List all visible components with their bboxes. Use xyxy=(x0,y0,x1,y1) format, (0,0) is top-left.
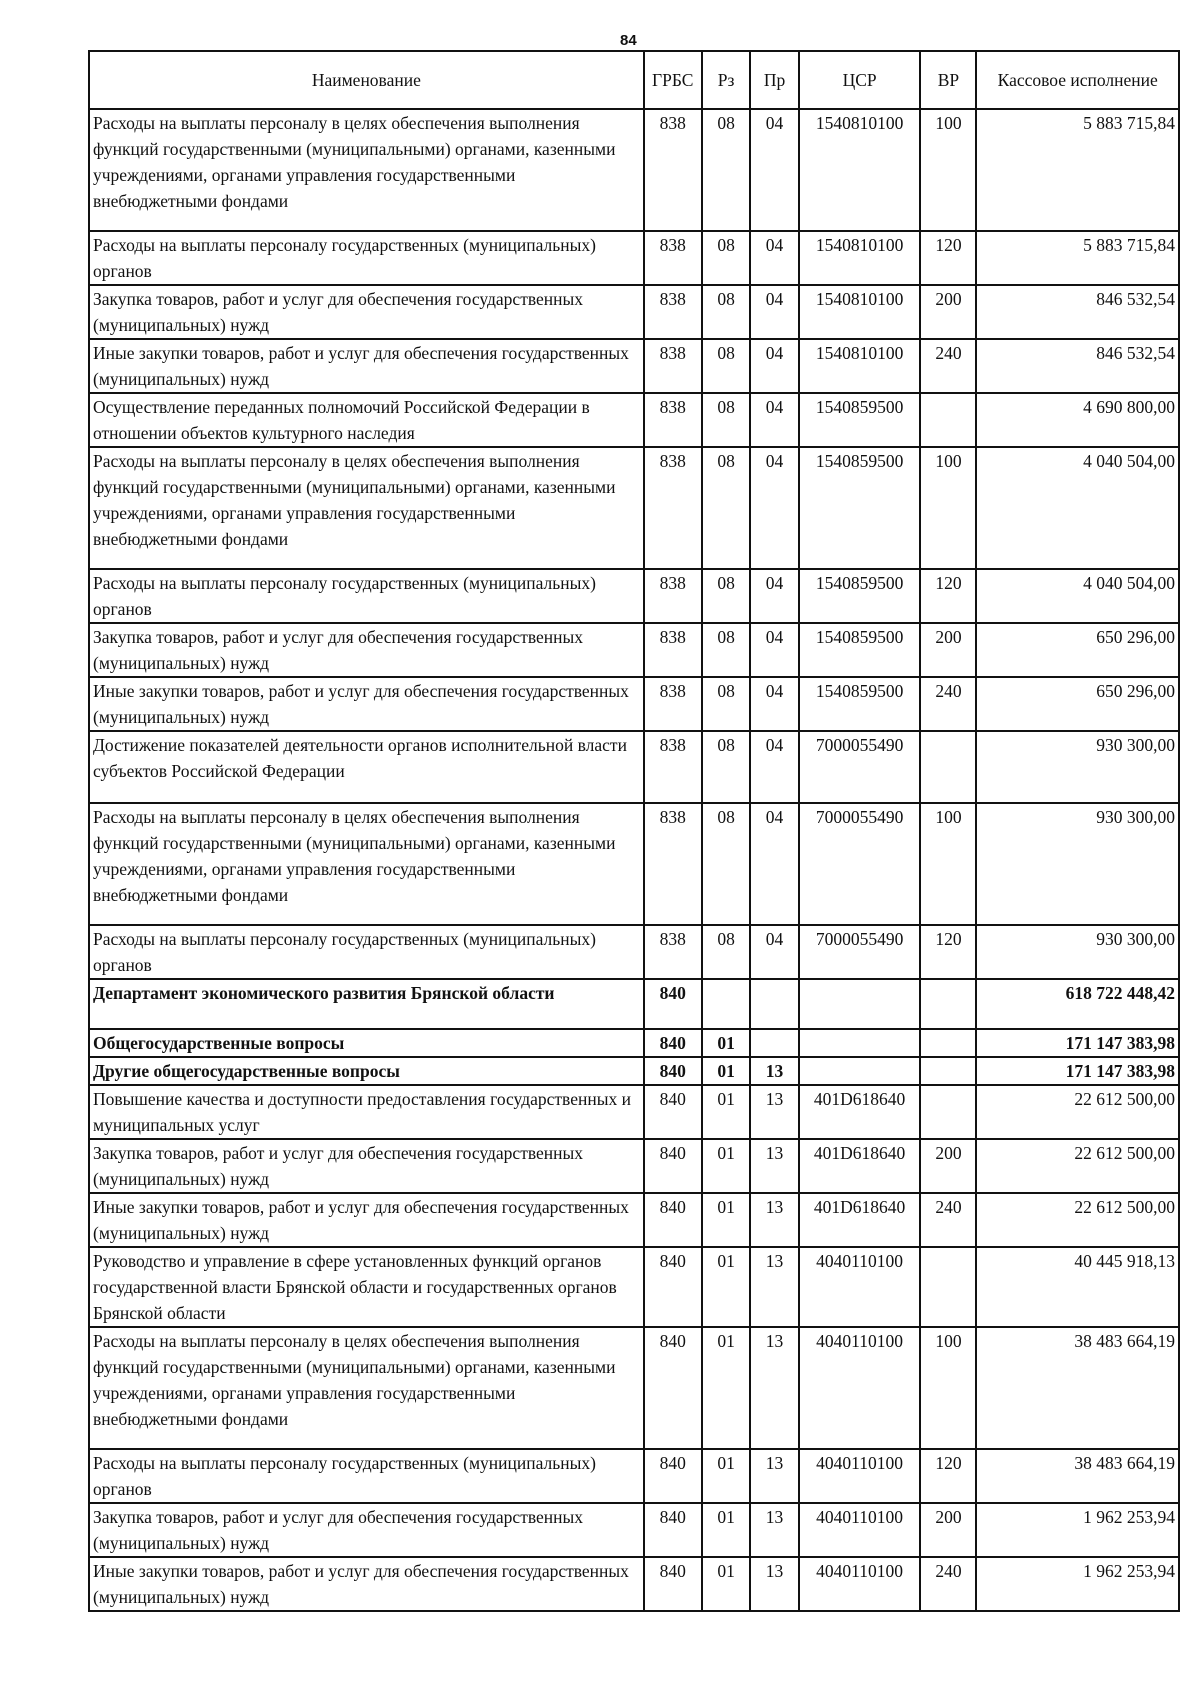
table-row xyxy=(89,925,1179,979)
row-sum: 930 300,00 xyxy=(976,731,1179,803)
row-vr xyxy=(920,1085,976,1139)
row-vr: 240 xyxy=(920,677,976,731)
row-sum: 22 612 500,00 xyxy=(976,1193,1179,1247)
row-csr: 4040110100 xyxy=(799,1247,921,1327)
row-grbs: 838 xyxy=(644,569,702,623)
header-vr: ВР xyxy=(920,51,976,109)
row-rz: 08 xyxy=(702,925,750,979)
row-sum: 930 300,00 xyxy=(976,803,1179,925)
row-sum: 5 883 715,84 xyxy=(976,231,1179,285)
row-csr xyxy=(799,1057,921,1085)
row-grbs: 840 xyxy=(644,1327,702,1449)
row-pr: 04 xyxy=(750,803,798,925)
row-grbs: 838 xyxy=(644,393,702,447)
row-rz: 01 xyxy=(702,1139,750,1193)
row-grbs: 840 xyxy=(644,1449,702,1503)
row-grbs: 838 xyxy=(644,731,702,803)
row-pr: 13 xyxy=(750,1449,798,1503)
row-sum: 38 483 664,19 xyxy=(976,1449,1179,1503)
row-rz: 01 xyxy=(702,1085,750,1139)
row-rz: 08 xyxy=(702,231,750,285)
table-row xyxy=(89,1449,1179,1503)
row-csr: 4040110100 xyxy=(799,1449,921,1503)
row-sum: 1 962 253,94 xyxy=(976,1557,1179,1611)
table-row xyxy=(89,569,1179,623)
row-rz: 01 xyxy=(702,1557,750,1611)
row-sum: 4 690 800,00 xyxy=(976,393,1179,447)
row-vr: 120 xyxy=(920,925,976,979)
row-pr: 04 xyxy=(750,285,798,339)
table-row xyxy=(89,1503,1179,1557)
row-vr xyxy=(920,1247,976,1327)
row-vr: 100 xyxy=(920,447,976,569)
row-name: Расходы на выплаты персоналу в целях обеспечения выполнения функций государственными (муниципальными) органами, казенными учреждениями, органами управления государственными внебюджетными фондами xyxy=(89,803,644,925)
table-row xyxy=(89,285,1179,339)
row-pr: 04 xyxy=(750,231,798,285)
row-name: Расходы на выплаты персоналу государственных (муниципальных) органов xyxy=(89,925,644,979)
header-name: Наименование xyxy=(89,51,644,109)
table-row xyxy=(89,339,1179,393)
row-pr xyxy=(750,979,798,1029)
row-rz: 01 xyxy=(702,1057,750,1085)
row-pr: 04 xyxy=(750,677,798,731)
row-sum: 5 883 715,84 xyxy=(976,109,1179,231)
row-name: Расходы на выплаты персоналу в целях обеспечения выполнения функций государственными (муниципальными) органами, казенными учреждениями, органами управления государственными внебюджетными фондами xyxy=(89,1327,644,1449)
table-row xyxy=(89,1139,1179,1193)
row-grbs: 840 xyxy=(644,1247,702,1327)
row-vr xyxy=(920,393,976,447)
row-vr: 100 xyxy=(920,109,976,231)
row-grbs: 838 xyxy=(644,925,702,979)
row-name: Департамент экономического развития Брянской области xyxy=(89,979,644,1029)
row-name: Расходы на выплаты персоналу в целях обеспечения выполнения функций государственными (муниципальными) органами, казенными учреждениями, органами управления государственными внебюджетными фондами xyxy=(89,447,644,569)
row-grbs: 840 xyxy=(644,1193,702,1247)
row-sum: 650 296,00 xyxy=(976,677,1179,731)
row-pr: 04 xyxy=(750,109,798,231)
row-rz: 08 xyxy=(702,109,750,231)
row-csr: 1540859500 xyxy=(799,393,921,447)
header-grbs: ГРБС xyxy=(644,51,702,109)
row-csr: 1540859500 xyxy=(799,447,921,569)
row-sum: 1 962 253,94 xyxy=(976,1503,1179,1557)
row-rz: 08 xyxy=(702,677,750,731)
row-rz: 08 xyxy=(702,447,750,569)
row-sum: 650 296,00 xyxy=(976,623,1179,677)
row-sum: 930 300,00 xyxy=(976,925,1179,979)
table-row xyxy=(89,677,1179,731)
row-vr xyxy=(920,1029,976,1057)
budget-body xyxy=(89,109,1179,1611)
row-sum: 22 612 500,00 xyxy=(976,1139,1179,1193)
table-row xyxy=(89,1029,1179,1057)
row-vr: 200 xyxy=(920,1139,976,1193)
row-vr: 200 xyxy=(920,623,976,677)
row-name: Иные закупки товаров, работ и услуг для обеспечения государственных (муниципальных) нужд xyxy=(89,1557,644,1611)
row-pr: 13 xyxy=(750,1139,798,1193)
table-row xyxy=(89,623,1179,677)
row-vr: 240 xyxy=(920,1193,976,1247)
row-vr: 240 xyxy=(920,1557,976,1611)
row-csr: 7000055490 xyxy=(799,925,921,979)
row-pr: 04 xyxy=(750,623,798,677)
row-rz: 01 xyxy=(702,1247,750,1327)
row-csr: 7000055490 xyxy=(799,731,921,803)
row-vr: 200 xyxy=(920,1503,976,1557)
row-grbs: 838 xyxy=(644,285,702,339)
row-grbs: 838 xyxy=(644,231,702,285)
row-pr: 04 xyxy=(750,339,798,393)
row-vr: 120 xyxy=(920,1449,976,1503)
row-csr: 1540810100 xyxy=(799,109,921,231)
row-sum: 171 147 383,98 xyxy=(976,1029,1179,1057)
row-rz: 08 xyxy=(702,285,750,339)
row-sum: 22 612 500,00 xyxy=(976,1085,1179,1139)
row-grbs: 838 xyxy=(644,623,702,677)
row-name: Другие общегосударственные вопросы xyxy=(89,1057,644,1085)
row-pr: 13 xyxy=(750,1193,798,1247)
row-csr: 7000055490 xyxy=(799,803,921,925)
row-grbs: 840 xyxy=(644,1139,702,1193)
row-grbs: 840 xyxy=(644,1029,702,1057)
row-csr: 1540810100 xyxy=(799,231,921,285)
row-name: Иные закупки товаров, работ и услуг для обеспечения государственных (муниципальных) нужд xyxy=(89,339,644,393)
row-name: Расходы на выплаты персоналу государственных (муниципальных) органов xyxy=(89,1449,644,1503)
row-sum: 40 445 918,13 xyxy=(976,1247,1179,1327)
row-sum: 171 147 383,98 xyxy=(976,1057,1179,1085)
row-pr: 04 xyxy=(750,731,798,803)
table-row xyxy=(89,1247,1179,1327)
budget-table xyxy=(88,50,1180,1612)
row-name: Общегосударственные вопросы xyxy=(89,1029,644,1057)
table-row xyxy=(89,1557,1179,1611)
row-rz: 01 xyxy=(702,1449,750,1503)
row-grbs: 840 xyxy=(644,1557,702,1611)
row-name: Повышение качества и доступности предоставления государственных и муниципальных услуг xyxy=(89,1085,644,1139)
row-grbs: 840 xyxy=(644,1503,702,1557)
row-grbs: 838 xyxy=(644,677,702,731)
row-rz: 01 xyxy=(702,1029,750,1057)
header-pr: Пр xyxy=(750,51,798,109)
row-rz: 01 xyxy=(702,1327,750,1449)
table-row xyxy=(89,1085,1179,1139)
row-name: Иные закупки товаров, работ и услуг для обеспечения государственных (муниципальных) нужд xyxy=(89,677,644,731)
row-vr: 200 xyxy=(920,285,976,339)
row-csr xyxy=(799,1029,921,1057)
row-name: Расходы на выплаты персоналу государственных (муниципальных) органов xyxy=(89,231,644,285)
row-csr: 4040110100 xyxy=(799,1327,921,1449)
row-pr: 04 xyxy=(750,925,798,979)
table-row xyxy=(89,803,1179,925)
table-row xyxy=(89,1057,1179,1085)
row-sum: 38 483 664,19 xyxy=(976,1327,1179,1449)
row-grbs: 840 xyxy=(644,1057,702,1085)
table-row xyxy=(89,1327,1179,1449)
row-pr: 04 xyxy=(750,447,798,569)
row-csr: 1540859500 xyxy=(799,677,921,731)
row-grbs: 838 xyxy=(644,447,702,569)
row-vr xyxy=(920,1057,976,1085)
row-sum: 4 040 504,00 xyxy=(976,447,1179,569)
row-sum: 4 040 504,00 xyxy=(976,569,1179,623)
row-pr: 13 xyxy=(750,1085,798,1139)
row-csr: 401D618640 xyxy=(799,1139,921,1193)
table-row xyxy=(89,1193,1179,1247)
row-vr: 100 xyxy=(920,803,976,925)
header-sum: Кассовое исполнение xyxy=(976,51,1179,109)
row-csr: 1540859500 xyxy=(799,569,921,623)
row-sum: 846 532,54 xyxy=(976,285,1179,339)
table-row xyxy=(89,231,1179,285)
row-vr: 120 xyxy=(920,569,976,623)
table-row xyxy=(89,447,1179,569)
table-row xyxy=(89,393,1179,447)
row-rz: 08 xyxy=(702,803,750,925)
row-pr: 13 xyxy=(750,1557,798,1611)
row-rz: 08 xyxy=(702,339,750,393)
table-row xyxy=(89,979,1179,1029)
row-grbs: 838 xyxy=(644,339,702,393)
row-name: Закупка товаров, работ и услуг для обеспечения государственных (муниципальных) нужд xyxy=(89,623,644,677)
row-csr: 1540810100 xyxy=(799,339,921,393)
row-name: Осуществление переданных полномочий Российской Федерации в отношении объектов культурного наследия xyxy=(89,393,644,447)
row-grbs: 840 xyxy=(644,1085,702,1139)
header-row xyxy=(89,51,1179,109)
row-csr xyxy=(799,979,921,1029)
row-grbs: 838 xyxy=(644,803,702,925)
page-number: 84 xyxy=(620,32,637,49)
row-pr: 13 xyxy=(750,1503,798,1557)
row-vr: 100 xyxy=(920,1327,976,1449)
row-name: Закупка товаров, работ и услуг для обеспечения государственных (муниципальных) нужд xyxy=(89,285,644,339)
header-csr: ЦСР xyxy=(799,51,921,109)
row-rz: 08 xyxy=(702,393,750,447)
row-pr: 04 xyxy=(750,393,798,447)
row-vr xyxy=(920,979,976,1029)
row-vr: 120 xyxy=(920,231,976,285)
row-name: Достижение показателей деятельности органов исполнительной власти субъектов Российской Федерации xyxy=(89,731,644,803)
row-sum: 618 722 448,42 xyxy=(976,979,1179,1029)
row-name: Расходы на выплаты персоналу в целях обеспечения выполнения функций государственными (муниципальными) органами, казенными учреждениями, органами управления государственными внебюджетными фондами xyxy=(89,109,644,231)
row-rz: 01 xyxy=(702,1193,750,1247)
row-grbs: 838 xyxy=(644,109,702,231)
row-grbs: 840 xyxy=(644,979,702,1029)
row-vr xyxy=(920,731,976,803)
row-rz: 01 xyxy=(702,1503,750,1557)
row-pr: 13 xyxy=(750,1327,798,1449)
row-name: Иные закупки товаров, работ и услуг для обеспечения государственных (муниципальных) нужд xyxy=(89,1193,644,1247)
table-row xyxy=(89,109,1179,231)
row-pr: 13 xyxy=(750,1057,798,1085)
header-rz: Рз xyxy=(702,51,750,109)
row-csr: 4040110100 xyxy=(799,1557,921,1611)
row-pr: 04 xyxy=(750,569,798,623)
row-rz xyxy=(702,979,750,1029)
row-csr: 401D618640 xyxy=(799,1193,921,1247)
row-name: Закупка товаров, работ и услуг для обеспечения государственных (муниципальных) нужд xyxy=(89,1139,644,1193)
row-vr: 240 xyxy=(920,339,976,393)
row-rz: 08 xyxy=(702,569,750,623)
row-sum: 846 532,54 xyxy=(976,339,1179,393)
row-rz: 08 xyxy=(702,623,750,677)
row-csr: 401D618640 xyxy=(799,1085,921,1139)
row-name: Закупка товаров, работ и услуг для обеспечения государственных (муниципальных) нужд xyxy=(89,1503,644,1557)
table-row xyxy=(89,731,1179,803)
row-pr: 13 xyxy=(750,1247,798,1327)
row-csr: 4040110100 xyxy=(799,1503,921,1557)
row-rz: 08 xyxy=(702,731,750,803)
row-csr: 1540810100 xyxy=(799,285,921,339)
row-name: Руководство и управление в сфере установленных функций органов государственной власти Брянской области и государственных органов Брянской области xyxy=(89,1247,644,1327)
row-name: Расходы на выплаты персоналу государственных (муниципальных) органов xyxy=(89,569,644,623)
row-pr xyxy=(750,1029,798,1057)
row-csr: 1540859500 xyxy=(799,623,921,677)
